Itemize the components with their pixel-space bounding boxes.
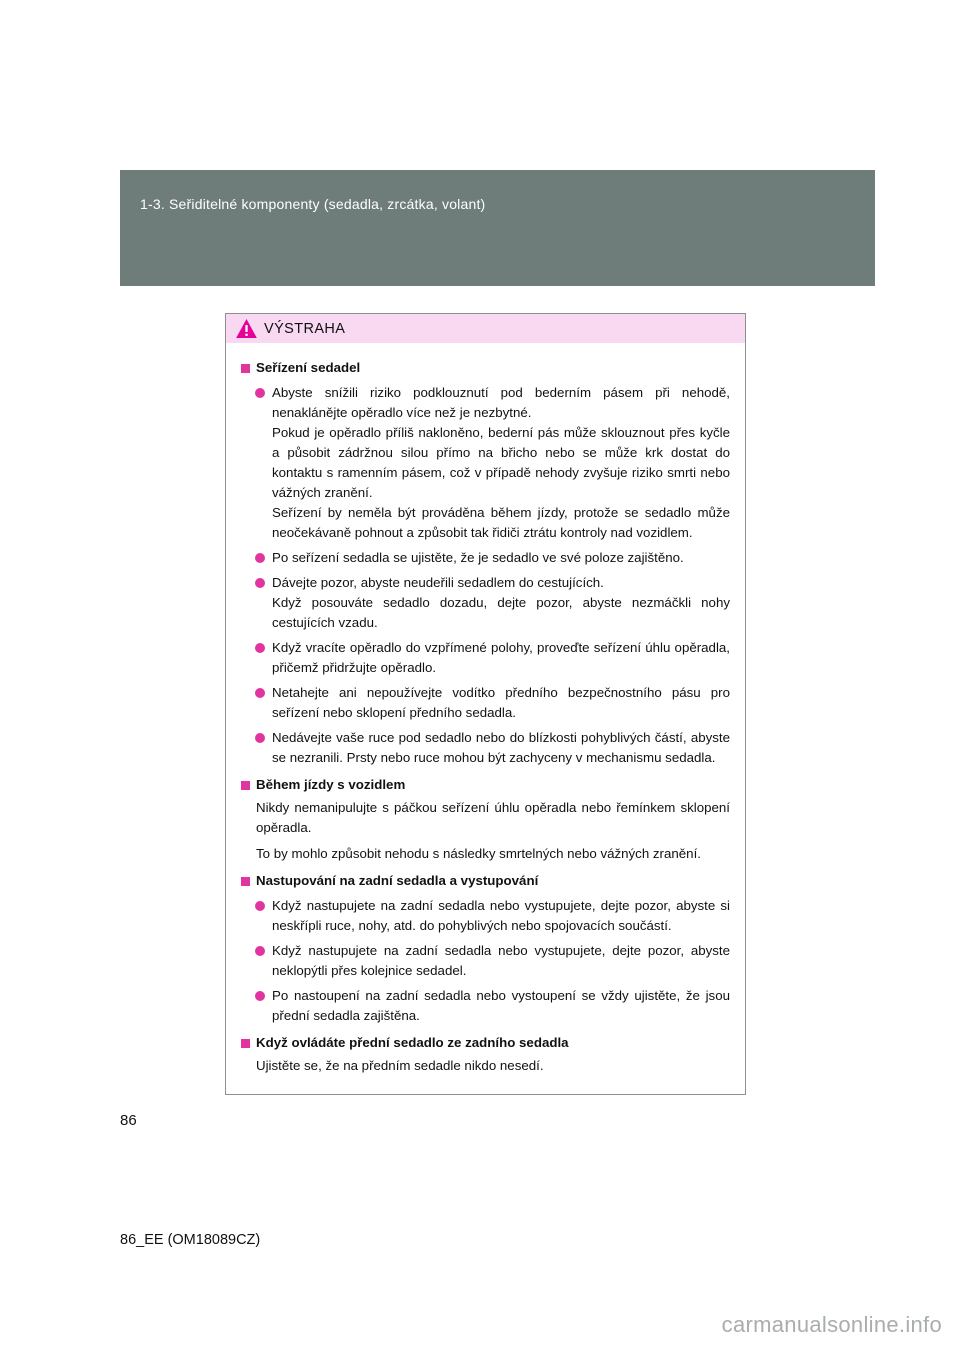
bullet-text — [272, 573, 730, 633]
section-paragraph: Nikdy nemanipulujte s páčkou seřízení úhlu opěradla nebo řemínkem sklopení opěradla. — [256, 800, 730, 835]
bullet-text — [272, 896, 730, 936]
warning-triangle-icon — [236, 319, 257, 338]
circle-bullet-icon — [255, 578, 265, 588]
bullet-paragraph: Když nastupujete na zadní sedadla nebo vystupujete, dejte pozor, abyste neklopýtli přes kolejnice sedadel. — [272, 943, 730, 978]
square-bullet-icon — [241, 877, 250, 886]
square-bullet-icon — [241, 1039, 250, 1048]
warning-title: VÝSTRAHA — [264, 320, 346, 337]
bullet-item — [255, 383, 730, 543]
circle-bullet-icon — [255, 388, 265, 398]
section-heading: Nastupování na zadní sedadla a vystupování — [256, 873, 539, 888]
bullet-item — [255, 573, 730, 633]
bullet-text — [272, 548, 730, 568]
circle-bullet-icon — [255, 643, 265, 653]
circle-bullet-icon — [255, 991, 265, 1001]
section-heading-row — [241, 1033, 730, 1053]
bullet-paragraph: Pokud je opěradlo příliš nakloněno, bederní pás může sklouznout přes kyčle a působit zádržnou silou přímo na břicho nebo se může krk dostat do kontaktu s ramenním pásem, což v případě nehody zvyšuje riziko smrti nebo vážných zranění. — [272, 425, 730, 500]
watermark-text: carmanualsonline.info — [721, 1312, 942, 1337]
circle-bullet-icon — [255, 901, 265, 911]
bullet-paragraph: Netahejte ani nepoužívejte vodítko předního bezpečnostního pásu pro seřízení nebo sklopení předního sedadla. — [272, 685, 730, 720]
bullet-paragraph: Když nastupujete na zadní sedadla nebo vystupujete, dejte pozor, abyste si neskřípli ruce, nohy, atd. do pohyblivých nebo spojovacích součástí. — [272, 898, 730, 933]
bullet-text — [272, 941, 730, 981]
section-header-band — [120, 170, 875, 286]
bullet-paragraph: Seřízení by neměla být prováděna během jízdy, protože se sedadlo může neočekávaně pohnout a způsobit tak řidiči ztrátu kontroly nad vozidlem. — [272, 505, 730, 540]
bullet-text — [272, 986, 730, 1026]
bullet-text — [272, 383, 730, 543]
bullet-item — [255, 548, 730, 568]
circle-bullet-icon — [255, 553, 265, 563]
bullet-text — [272, 638, 730, 678]
bullet-paragraph: Dávejte pozor, abyste neudeřili sedadlem do cestujících. — [272, 575, 604, 590]
bullet-item — [255, 728, 730, 768]
page-number: 86 — [120, 1112, 137, 1129]
section-heading-row — [241, 871, 730, 891]
bullet-paragraph: Když posouváte sedadlo dozadu, dejte pozor, abyste nezmáčkli nohy cestujících vzadu. — [272, 595, 730, 630]
bullet-paragraph: Po seřízení sedadla se ujistěte, že je sedadlo ve své poloze zajištěno. — [272, 550, 684, 565]
warning-box-header — [226, 314, 745, 343]
circle-bullet-icon — [255, 946, 265, 956]
section-heading: Seřízení sedadel — [256, 360, 361, 375]
bullet-paragraph: Když vracíte opěradlo do vzpřímené polohy, proveďte seřízení úhlu opěradla, přičemž přidržujte opěradlo. — [272, 640, 730, 675]
bullet-paragraph: Nedávejte vaše ruce pod sedadlo nebo do blízkosti pohyblivých částí, abyste se nezranili. Prsty nebo ruce mohou být zachyceny v mechanismu sedadla. — [272, 730, 730, 765]
section-heading-row — [241, 358, 730, 378]
warning-sections — [226, 343, 745, 1088]
bullet-item — [255, 683, 730, 723]
bullet-item — [255, 941, 730, 981]
circle-bullet-icon — [255, 733, 265, 743]
section-heading: Během jízdy s vozidlem — [256, 777, 406, 792]
section-heading-row — [241, 775, 730, 795]
bullet-paragraph: Po nastoupení na zadní sedadla nebo vystoupení se vždy ujistěte, že jsou přední sedadla zajištěna. — [272, 988, 730, 1023]
square-bullet-icon — [241, 781, 250, 790]
section-paragraph: To by mohlo způsobit nehodu s následky smrtelných nebo vážných zranění. — [256, 846, 701, 861]
circle-bullet-icon — [255, 688, 265, 698]
section-heading: Když ovládáte přední sedadlo ze zadního sedadla — [256, 1035, 569, 1050]
warning-box — [225, 313, 746, 1095]
bullet-item — [255, 986, 730, 1026]
footer-document-code: 86_EE (OM18089CZ) — [120, 1232, 261, 1248]
square-bullet-icon — [241, 364, 250, 373]
bullet-item — [255, 896, 730, 936]
section-paragraph: Ujistěte se, že na předním sedadle nikdo nesedí. — [256, 1058, 544, 1073]
bullet-item — [255, 638, 730, 678]
bullet-text — [272, 728, 730, 768]
breadcrumb: 1-3. Seřiditelné komponenty (sedadla, zrcátka, volant) — [140, 196, 486, 212]
bullet-text — [272, 683, 730, 723]
bullet-paragraph: Abyste snížili riziko podklouznutí pod bederním pásem při nehodě, nenaklánějte opěradlo více než je nezbytné. — [272, 385, 730, 420]
